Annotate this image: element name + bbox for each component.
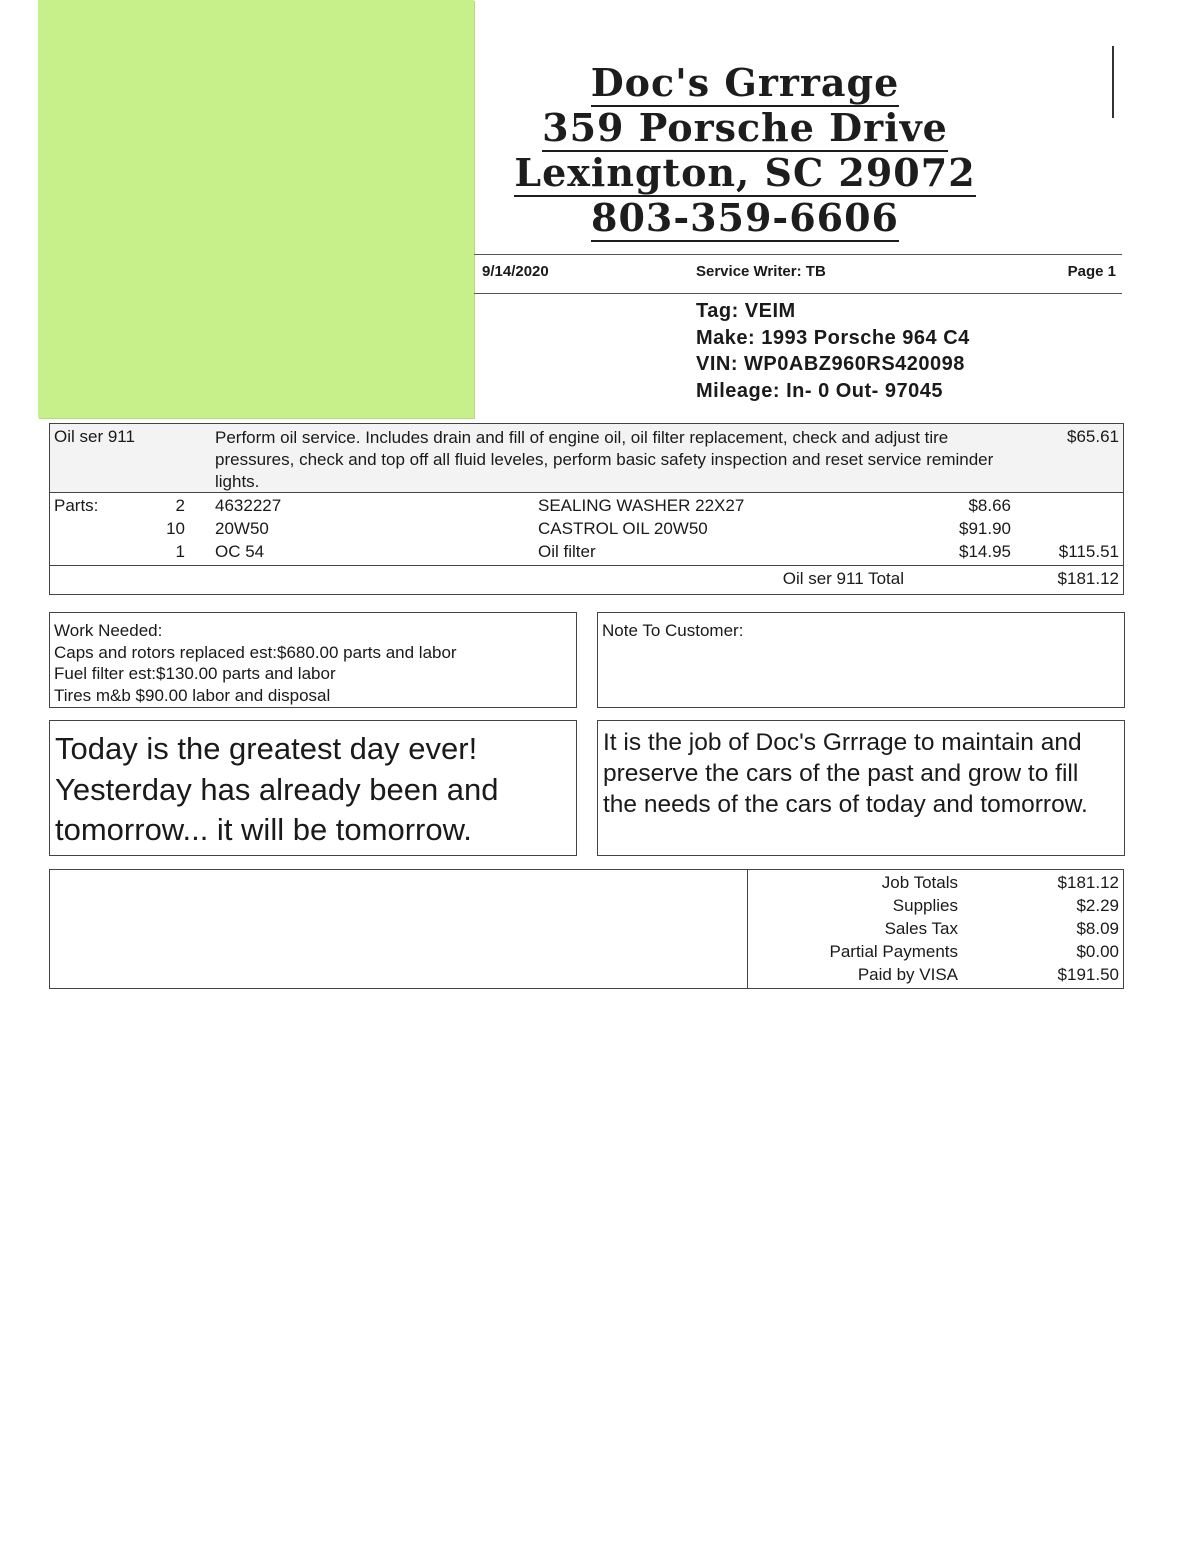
part-description: CASTROL OIL 20W50 <box>538 519 708 538</box>
part-number: 20W50 <box>215 519 269 538</box>
totals-value: $191.50 <box>1057 965 1119 984</box>
part-qty: 10 <box>166 519 185 538</box>
work-needed-title: Work Needed: <box>54 621 163 640</box>
note-to-customer-box <box>597 612 1125 708</box>
parts-label: Parts: <box>54 496 99 515</box>
totals-value: $181.12 <box>1057 873 1119 892</box>
mission-text: It is the job of Doc's Grrrage to maintain and preserve the cars of the past and grow to fill the needs of the cars of today and tomorrow. <box>603 729 1088 818</box>
job-code: Oil ser 911 <box>54 427 135 446</box>
shop-city: Lexington, SC 29072 <box>514 150 976 195</box>
quote-text: Today is the greatest day ever! Yesterday has already been and tomorrow... it will be tomorrow. <box>55 731 499 847</box>
shop-header <box>500 60 990 240</box>
part-description: SEALING WASHER 22X27 <box>538 496 745 515</box>
work-needed-item: Caps and rotors replaced est:$680.00 parts and labor <box>54 642 457 662</box>
divider <box>747 870 748 988</box>
service-writer: Service Writer: TB <box>696 263 826 280</box>
invoice-date: 9/14/2020 <box>482 263 549 280</box>
part-description: Oil filter <box>538 542 596 561</box>
part-price: $91.90 <box>959 519 1011 538</box>
part-price: $8.66 <box>968 496 1011 515</box>
part-number: 4632227 <box>215 496 282 515</box>
totals-value: $8.09 <box>1076 919 1119 938</box>
mission-box <box>597 720 1125 856</box>
job-table <box>49 423 1124 595</box>
work-needed-item: Tires m&b $90.00 labor and disposal <box>54 685 331 705</box>
shop-street: 359 Porsche Drive <box>542 105 948 150</box>
divider <box>50 565 1123 566</box>
note-title: Note To Customer: <box>602 621 744 640</box>
totals-value: $2.29 <box>1076 896 1119 915</box>
part-price: $14.95 <box>959 542 1011 561</box>
job-description: Perform oil service. Includes drain and fill of engine oil, oil filter replacement, check and adjust tire pressures, check and top off all fluid leveles, perform basic safety inspection and reset service reminder lights. <box>215 428 994 491</box>
vehicle-vin: VIN: WP0ABZ960RS420098 <box>696 353 965 375</box>
shop-name: Doc's Grrrage <box>590 60 900 105</box>
shop-phone: 803-359-6606 <box>591 195 899 240</box>
vehicle-mileage: Mileage: In- 0 Out- 97045 <box>696 379 944 402</box>
work-needed-item: Fuel filter est:$130.00 parts and labor <box>54 664 336 683</box>
totals-label: Job Totals <box>881 873 958 892</box>
totals-value: $0.00 <box>1076 942 1119 961</box>
job-total-label: Oil ser 911 Total <box>782 569 904 588</box>
part-qty: 1 <box>175 542 185 561</box>
sticky-note <box>38 0 474 418</box>
vehicle-info <box>696 298 970 404</box>
totals-label: Supplies <box>892 896 958 915</box>
totals-label: Paid by VISA <box>857 965 958 984</box>
vehicle-tag: Tag: VEIM <box>696 300 796 322</box>
totals-label: Sales Tax <box>884 919 958 938</box>
job-total: $181.12 <box>1057 569 1119 588</box>
part-qty: 2 <box>175 496 185 515</box>
job-description-row <box>50 424 1123 493</box>
quote-box <box>49 720 577 856</box>
work-needed-box <box>49 612 577 708</box>
page-number: Page 1 <box>1067 263 1116 280</box>
parts-total: $115.51 <box>1058 542 1119 561</box>
job-labor-price: $65.61 <box>1067 427 1119 446</box>
part-number: OC 54 <box>215 542 265 561</box>
pen-mark <box>1112 46 1114 118</box>
totals-table <box>49 869 1124 989</box>
invoice-meta-bar <box>474 254 1122 294</box>
vehicle-make: Make: 1993 Porsche 964 C4 <box>696 326 970 349</box>
totals-label: Partial Payments <box>829 942 958 961</box>
